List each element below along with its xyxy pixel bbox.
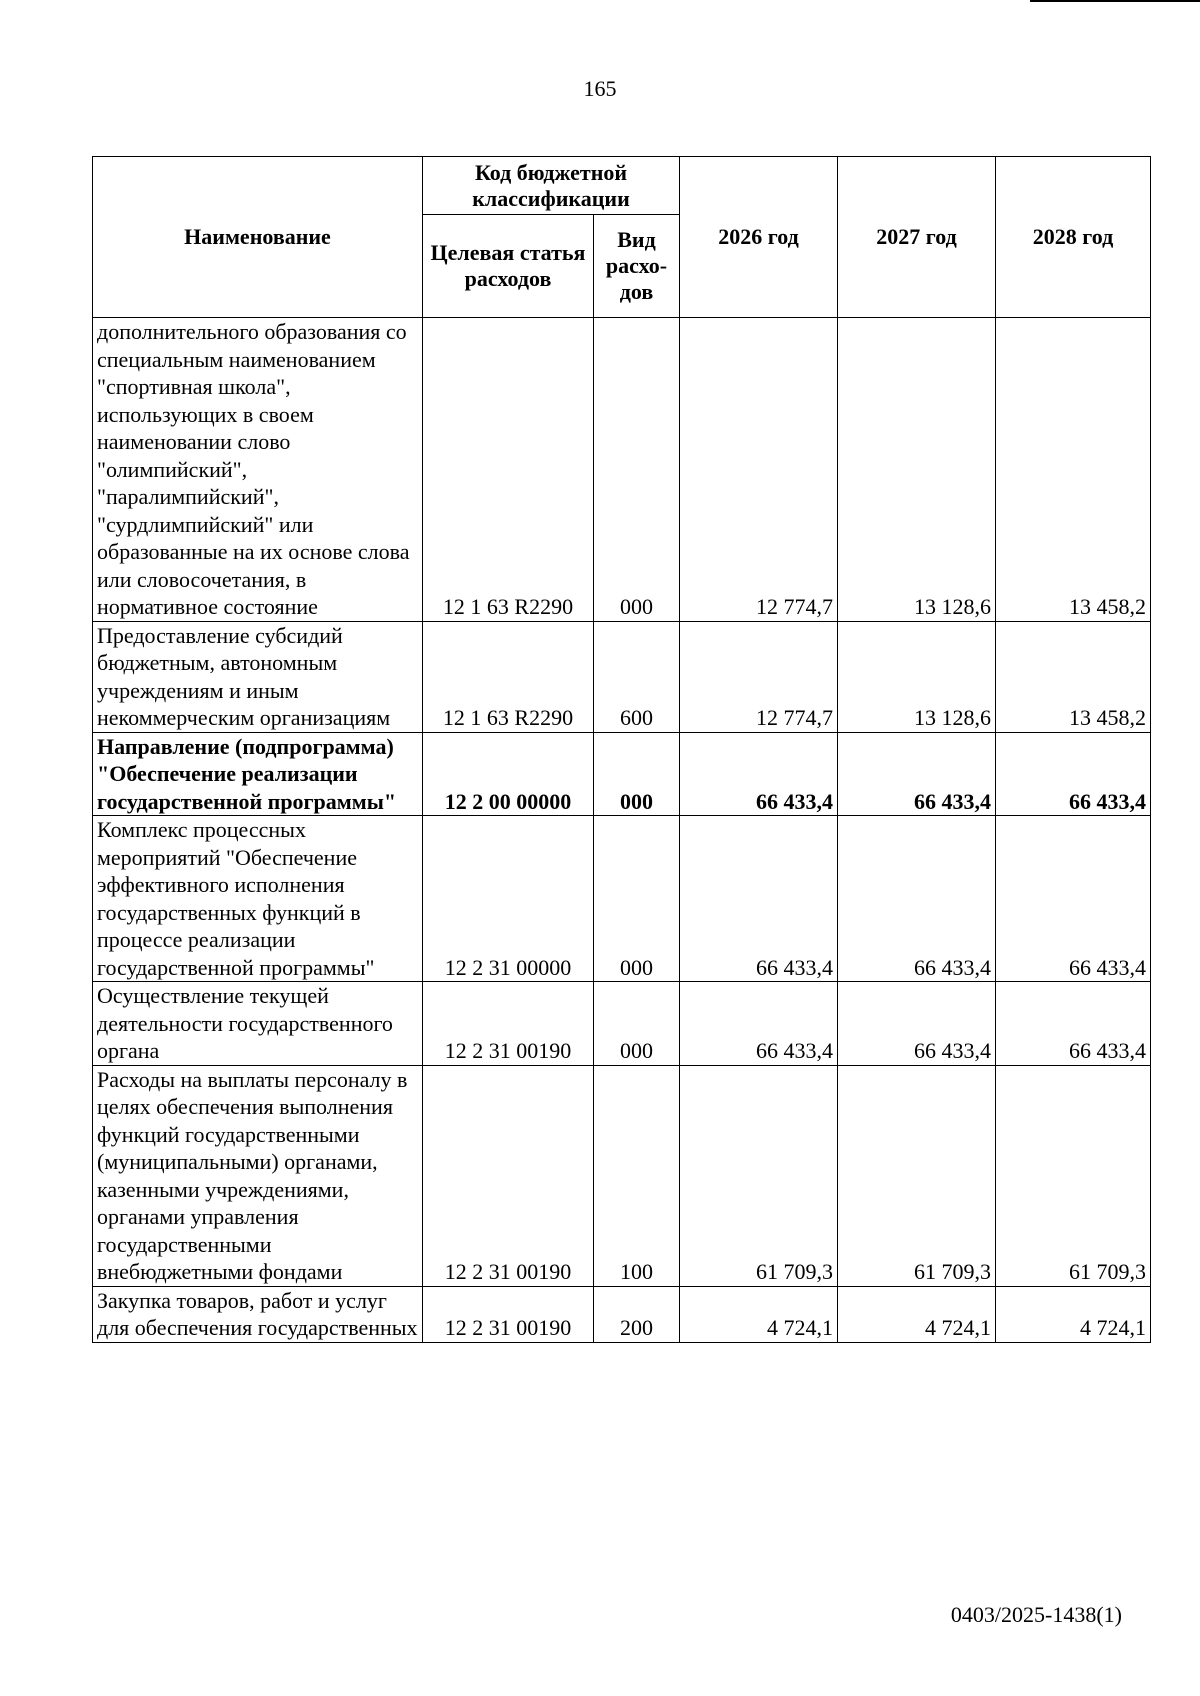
row-2028: 13 458,2 [996,621,1151,732]
top-edge-rule [1030,0,1200,2]
row-2026: 66 433,4 [680,732,838,816]
table-row [93,816,1151,982]
row-name: Предоставление субсидий бюджетным, автономным учреждениям и иным некоммерческим организациям [93,621,423,732]
header-year-2026: 2026 год [680,157,838,318]
row-2027: 66 433,4 [838,982,996,1066]
row-2026: 61 709,3 [680,1065,838,1286]
header-year-2028: 2028 год [996,157,1151,318]
row-name: Закупка товаров, работ и услуг для обеспечения государственных [93,1286,423,1342]
row-2028: 66 433,4 [996,982,1151,1066]
row-2026: 12 774,7 [680,621,838,732]
row-code: 12 2 31 00190 [423,982,594,1066]
budget-table [92,156,1151,1343]
row-2027: 13 128,6 [838,318,996,622]
row-2028: 13 458,2 [996,318,1151,622]
row-code: 12 2 31 00190 [423,1065,594,1286]
row-2028: 4 724,1 [996,1286,1151,1342]
row-kind: 100 [594,1065,680,1286]
row-2026: 66 433,4 [680,816,838,982]
header-year-2027: 2027 год [838,157,996,318]
header-target-article: Целевая статья расходов [423,215,594,318]
table-row [93,1065,1151,1286]
row-name: Направление (подпрограмма) "Обеспечение реализации государственной программы" [93,732,423,816]
row-code: 12 2 00 00000 [423,732,594,816]
row-2027: 13 128,6 [838,621,996,732]
row-name: Комплекс процессных мероприятий "Обеспечение эффективного исполнения государственных функций в процессе реализации государственной программы" [93,816,423,982]
row-2027: 4 724,1 [838,1286,996,1342]
row-code: 12 1 63 R2290 [423,621,594,732]
row-kind: 000 [594,732,680,816]
row-code: 12 2 31 00190 [423,1286,594,1342]
header-code-group: Код бюджетной классификации [423,157,680,215]
row-kind: 600 [594,621,680,732]
row-2027: 66 433,4 [838,816,996,982]
row-code: 12 1 63 R2290 [423,318,594,622]
row-code: 12 2 31 00000 [423,816,594,982]
row-2027: 66 433,4 [838,732,996,816]
row-2026: 12 774,7 [680,318,838,622]
row-kind: 000 [594,982,680,1066]
row-2028: 66 433,4 [996,816,1151,982]
document-registration-number: 0403/2025-1438(1) [950,1602,1122,1627]
row-name: Расходы на выплаты персоналу в целях обеспечения выполнения функций государственными (муниципальными) органами, казенными учреждениями, органами управления государственными внебюджетными фондами [93,1065,423,1286]
table-row [93,982,1151,1066]
table-row-subprogram [93,732,1151,816]
page-number: 165 [583,76,617,101]
table-row [93,1286,1151,1342]
row-kind: 000 [594,318,680,622]
table-row [93,621,1151,732]
header-name: Наименование [93,157,423,318]
row-name: дополнительного образования со специальным наименованием "спортивная школа", использующих в своем наименовании слово "олимпийский", "паралимпийский", "сурдлимпийский" или образованные на их основе слова или словосочетания, в нормативное состояние [93,318,423,622]
row-2026: 66 433,4 [680,982,838,1066]
row-2027: 61 709,3 [838,1065,996,1286]
row-kind: 200 [594,1286,680,1342]
table-row [93,318,1151,622]
row-name: Осуществление текущей деятельности государственного органа [93,982,423,1066]
row-2028: 61 709,3 [996,1065,1151,1286]
row-2028: 66 433,4 [996,732,1151,816]
header-expense-type: Вид расхо-дов [594,215,680,318]
row-kind: 000 [594,816,680,982]
row-2026: 4 724,1 [680,1286,838,1342]
